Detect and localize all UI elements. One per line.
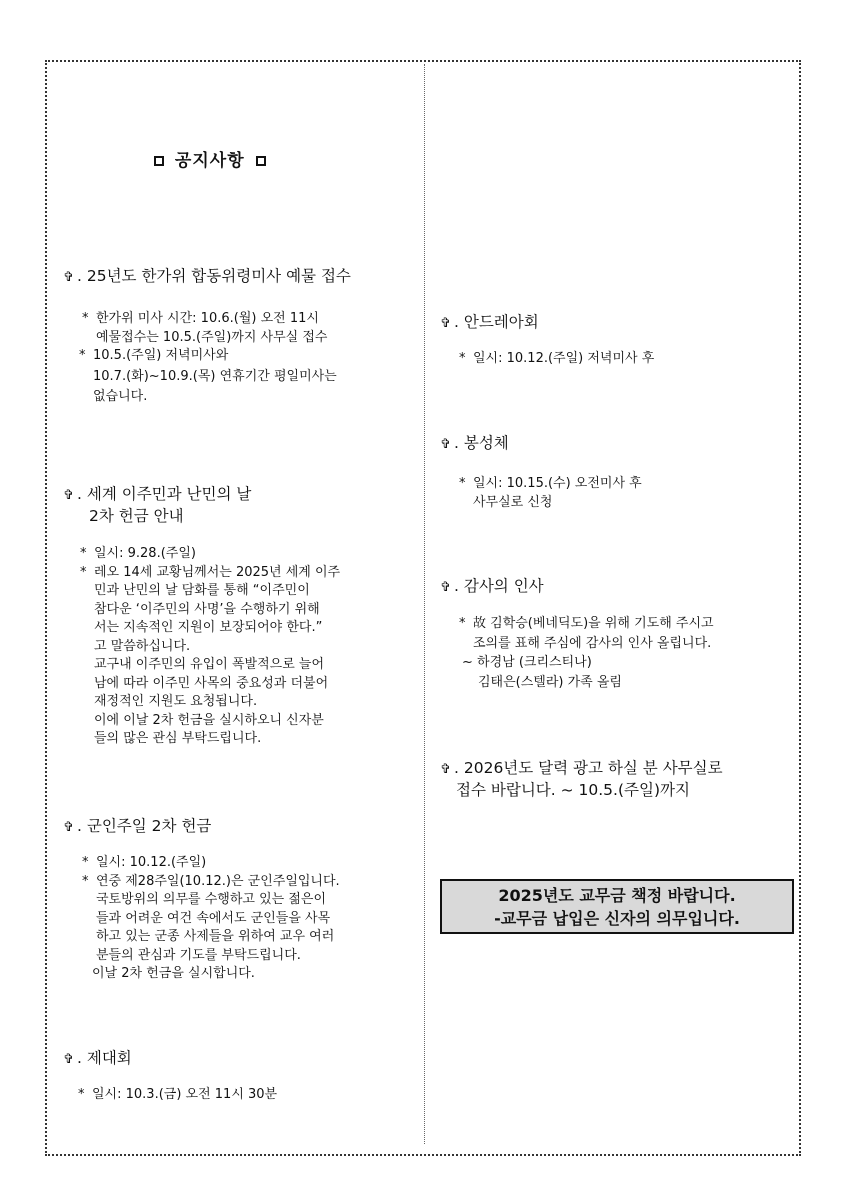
notice-line-2: -교무금 납입은 신자의 의무입니다.: [494, 909, 740, 928]
section-body-migrants: * 일시: 9.28.(주일) * 레오 14세 교황님께서는 2025년 세계 이주 민과 난민의 날 담화를 통해 “이주민이 참다운 ‘이주민의 사명’을 수행하기 위해 서는 지속적인 지원이 보장되어야 한다.” 고 말씀하십니다. 교구내 이주민의 유입이 폭발적으로 늘어 남에 따라 이주민 사목의 중요성과 더불어 재정적인 지원도 요청됩니다. 이에 이날 2차 헌금을 실시하오니 신자분 들의 많은 관심 부탁드립니다.: [80, 546, 341, 746]
column-divider: [424, 64, 425, 1144]
star-icon: *: [459, 351, 466, 366]
section-heading-andrea: ✞ . 안드레아회: [440, 313, 539, 331]
cross-icon: ✞: [440, 580, 451, 595]
star-icon: *: [82, 855, 89, 870]
section-heading-military: ✞ . 군인주일 2차 헌금: [63, 817, 212, 835]
star-icon: *: [80, 564, 87, 580]
star-icon: *: [79, 348, 86, 363]
section-heading-communion: ✞ . 봉성체: [440, 434, 509, 452]
cross-icon: ✞: [63, 820, 74, 835]
section-body-hangawi: * 한가위 미사 시간: 10.6.(월) 오전 11시 예물접수는 10.5.(주일)까지 사무실 접수 * 10.5.(주일) 저녁미사와 10.7.(화)~10.9.(목) 연휴기간 평일미사는 없습니다.: [79, 311, 337, 404]
notice-box: [440, 879, 794, 934]
section-heading-calendar: ✞ . 2026년도 달력 광고 하실 분 사무실로 접수 바랍니다. ~ 10.5.(주일)까지: [440, 759, 723, 799]
star-icon: *: [459, 476, 466, 491]
section-body-thanks: * 故 김학승(베네딕도)을 위해 기도해 주시고 조의를 표해 주심에 감사의 인사 올립니다. ~ 하경남 (크리스티나) 김태은(스텔라) 가족 올림: [459, 616, 714, 690]
square-icon: [256, 156, 266, 166]
cross-icon: ✞: [440, 437, 451, 452]
star-icon: *: [459, 616, 466, 631]
cross-icon: ✞: [63, 488, 74, 503]
section-body-andrea: * 일시: 10.12.(주일) 저녁미사 후: [459, 350, 654, 369]
section-heading-migrants: ✞ . 세계 이주민과 난민의 날 2차 헌금 안내: [63, 485, 252, 525]
section-body-military: * 일시: 10.12.(주일) * 연중 제28주일(10.12.)은 군인주일입니다. 국토방위의 의무를 수행하고 있는 젊은이 들과 어려운 여건 속에서도 군인들을 사목 하고 있는 군종 사제들을 위하여 교우 여러 분들의 관심과 기도를 부탁드립니다. 이날 2차 헌금을 실시합니다.: [82, 855, 340, 981]
section-heading-hangawi: ✞ . 25년도 한가위 합동위령미사 예물 접수: [63, 267, 351, 285]
cross-icon: ✞: [440, 762, 451, 777]
cross-icon: ✞: [440, 316, 451, 331]
section-heading-altar: ✞ . 제대회: [63, 1049, 132, 1067]
star-icon: *: [78, 1087, 85, 1102]
cross-icon: ✞: [63, 270, 74, 285]
cross-icon: ✞: [63, 1052, 74, 1067]
notice-line-1: 2025년도 교무금 책정 바랍니다.: [498, 886, 736, 905]
section-heading-thanks: ✞ . 감사의 인사: [440, 577, 544, 595]
page-title-text: 공지사항: [174, 151, 245, 171]
square-icon: [154, 156, 164, 166]
star-icon: *: [82, 311, 89, 326]
star-icon: *: [82, 873, 89, 889]
section-body-altar: * 일시: 10.3.(금) 오전 11시 30분: [78, 1086, 277, 1105]
section-body-communion: * 일시: 10.15.(수) 오전미사 후 사무실로 신청: [459, 476, 642, 510]
star-icon: *: [80, 546, 87, 561]
page-title: [150, 146, 270, 171]
